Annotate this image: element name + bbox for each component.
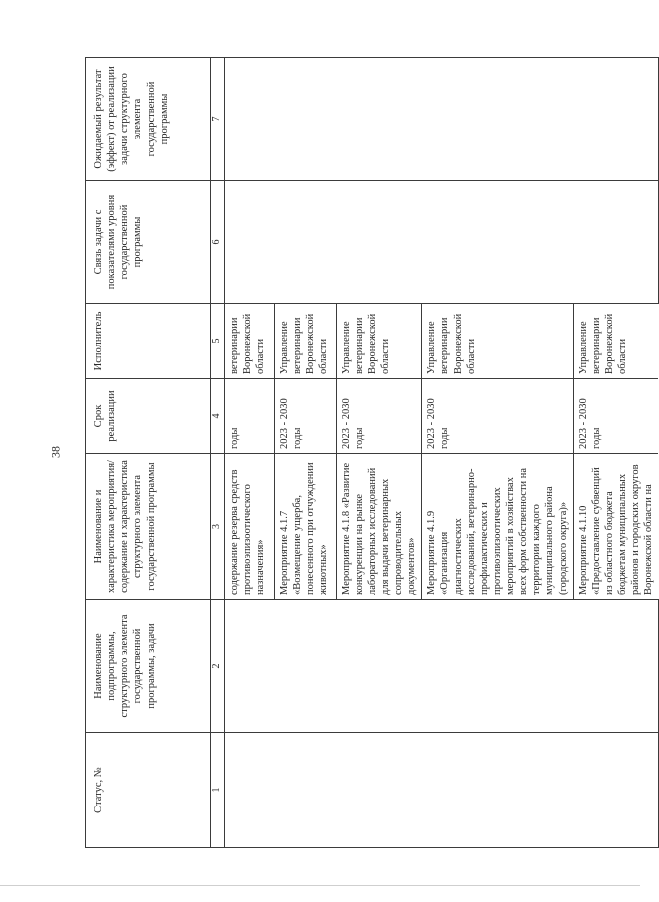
measure-cell: содержание резерва средств противоэпизоотического назначения» xyxy=(224,454,274,600)
column-number: 4 xyxy=(211,379,225,454)
header-result: Ожидаемый результат (эффект) от реализации задачи структурного элемента государственной программы xyxy=(86,58,211,181)
subprogram-cell xyxy=(224,600,658,733)
measure-cell: Мероприятие 4.1.8 «Развитие конкуренции на рынке лабораторных исследований для выдачи ветеринарных сопроводительных документов» xyxy=(336,454,422,600)
header-subprogram: Наименование подпрограммы, структурного элемента государственной программы, задачи xyxy=(86,600,211,733)
executor-cell: Управление ветеринарии Воронежской области xyxy=(274,304,336,379)
table-header-row xyxy=(86,58,211,848)
header-term: Срок реализации xyxy=(86,379,211,454)
table-row xyxy=(224,58,274,848)
column-number: 2 xyxy=(211,600,225,733)
term-cell: годы xyxy=(224,379,274,454)
executor-cell: Управление ветеринарии Воронежской области xyxy=(573,304,658,379)
header-executor: Исполнитель xyxy=(86,304,211,379)
executor-cell: Управление ветеринарии Воронежской области xyxy=(336,304,422,379)
term-cell: 2023 - 2030 годы xyxy=(336,379,422,454)
term-cell: 2023 - 2030 годы xyxy=(573,379,658,454)
header-status: Статус, № xyxy=(86,733,211,848)
measure-cell: Мероприятие 4.1.10 «Предоставление субвенций из областного бюджета бюджетам муниципальных районов и городских округов Воронежской области на xyxy=(573,454,658,600)
page-number: 38 xyxy=(48,446,63,458)
column-number: 3 xyxy=(211,454,225,600)
page-footer-rule xyxy=(0,885,640,886)
column-number-row xyxy=(211,58,225,848)
header-measure: Наименование и характеристика мероприятия/содержание и характеристика структурного элемента государственной программы xyxy=(86,454,211,600)
measure-cell: Мероприятие 4.1.9 «Организация диагностических исследований, ветеринарно-профилактических и противоэпизоотических мероприятий в хозяйствах всех форм собственности на территории каждого муниципального района (городского округа)» xyxy=(422,454,573,600)
term-cell: 2023 - 2030 годы xyxy=(422,379,573,454)
term-cell: 2023 - 2030 годы xyxy=(274,379,336,454)
executor-cell: ветеринарии Воронежской области xyxy=(224,304,274,379)
program-table xyxy=(85,57,659,848)
column-number: 7 xyxy=(211,58,225,181)
header-link: Связь задачи с показателями уровня государственной программы xyxy=(86,181,211,304)
rotated-table-wrapper xyxy=(85,58,655,848)
executor-cell: Управление ветеринарии Воронежской области xyxy=(422,304,573,379)
column-number: 5 xyxy=(211,304,225,379)
column-number: 6 xyxy=(211,181,225,304)
result-cell xyxy=(224,58,658,181)
link-cell xyxy=(224,181,658,304)
measure-cell: Мероприятие 4.1.7 «Возмещение ущерба, понесенного при отчуждении животных» xyxy=(274,454,336,600)
status-cell xyxy=(224,733,658,848)
column-number: 1 xyxy=(211,733,225,848)
